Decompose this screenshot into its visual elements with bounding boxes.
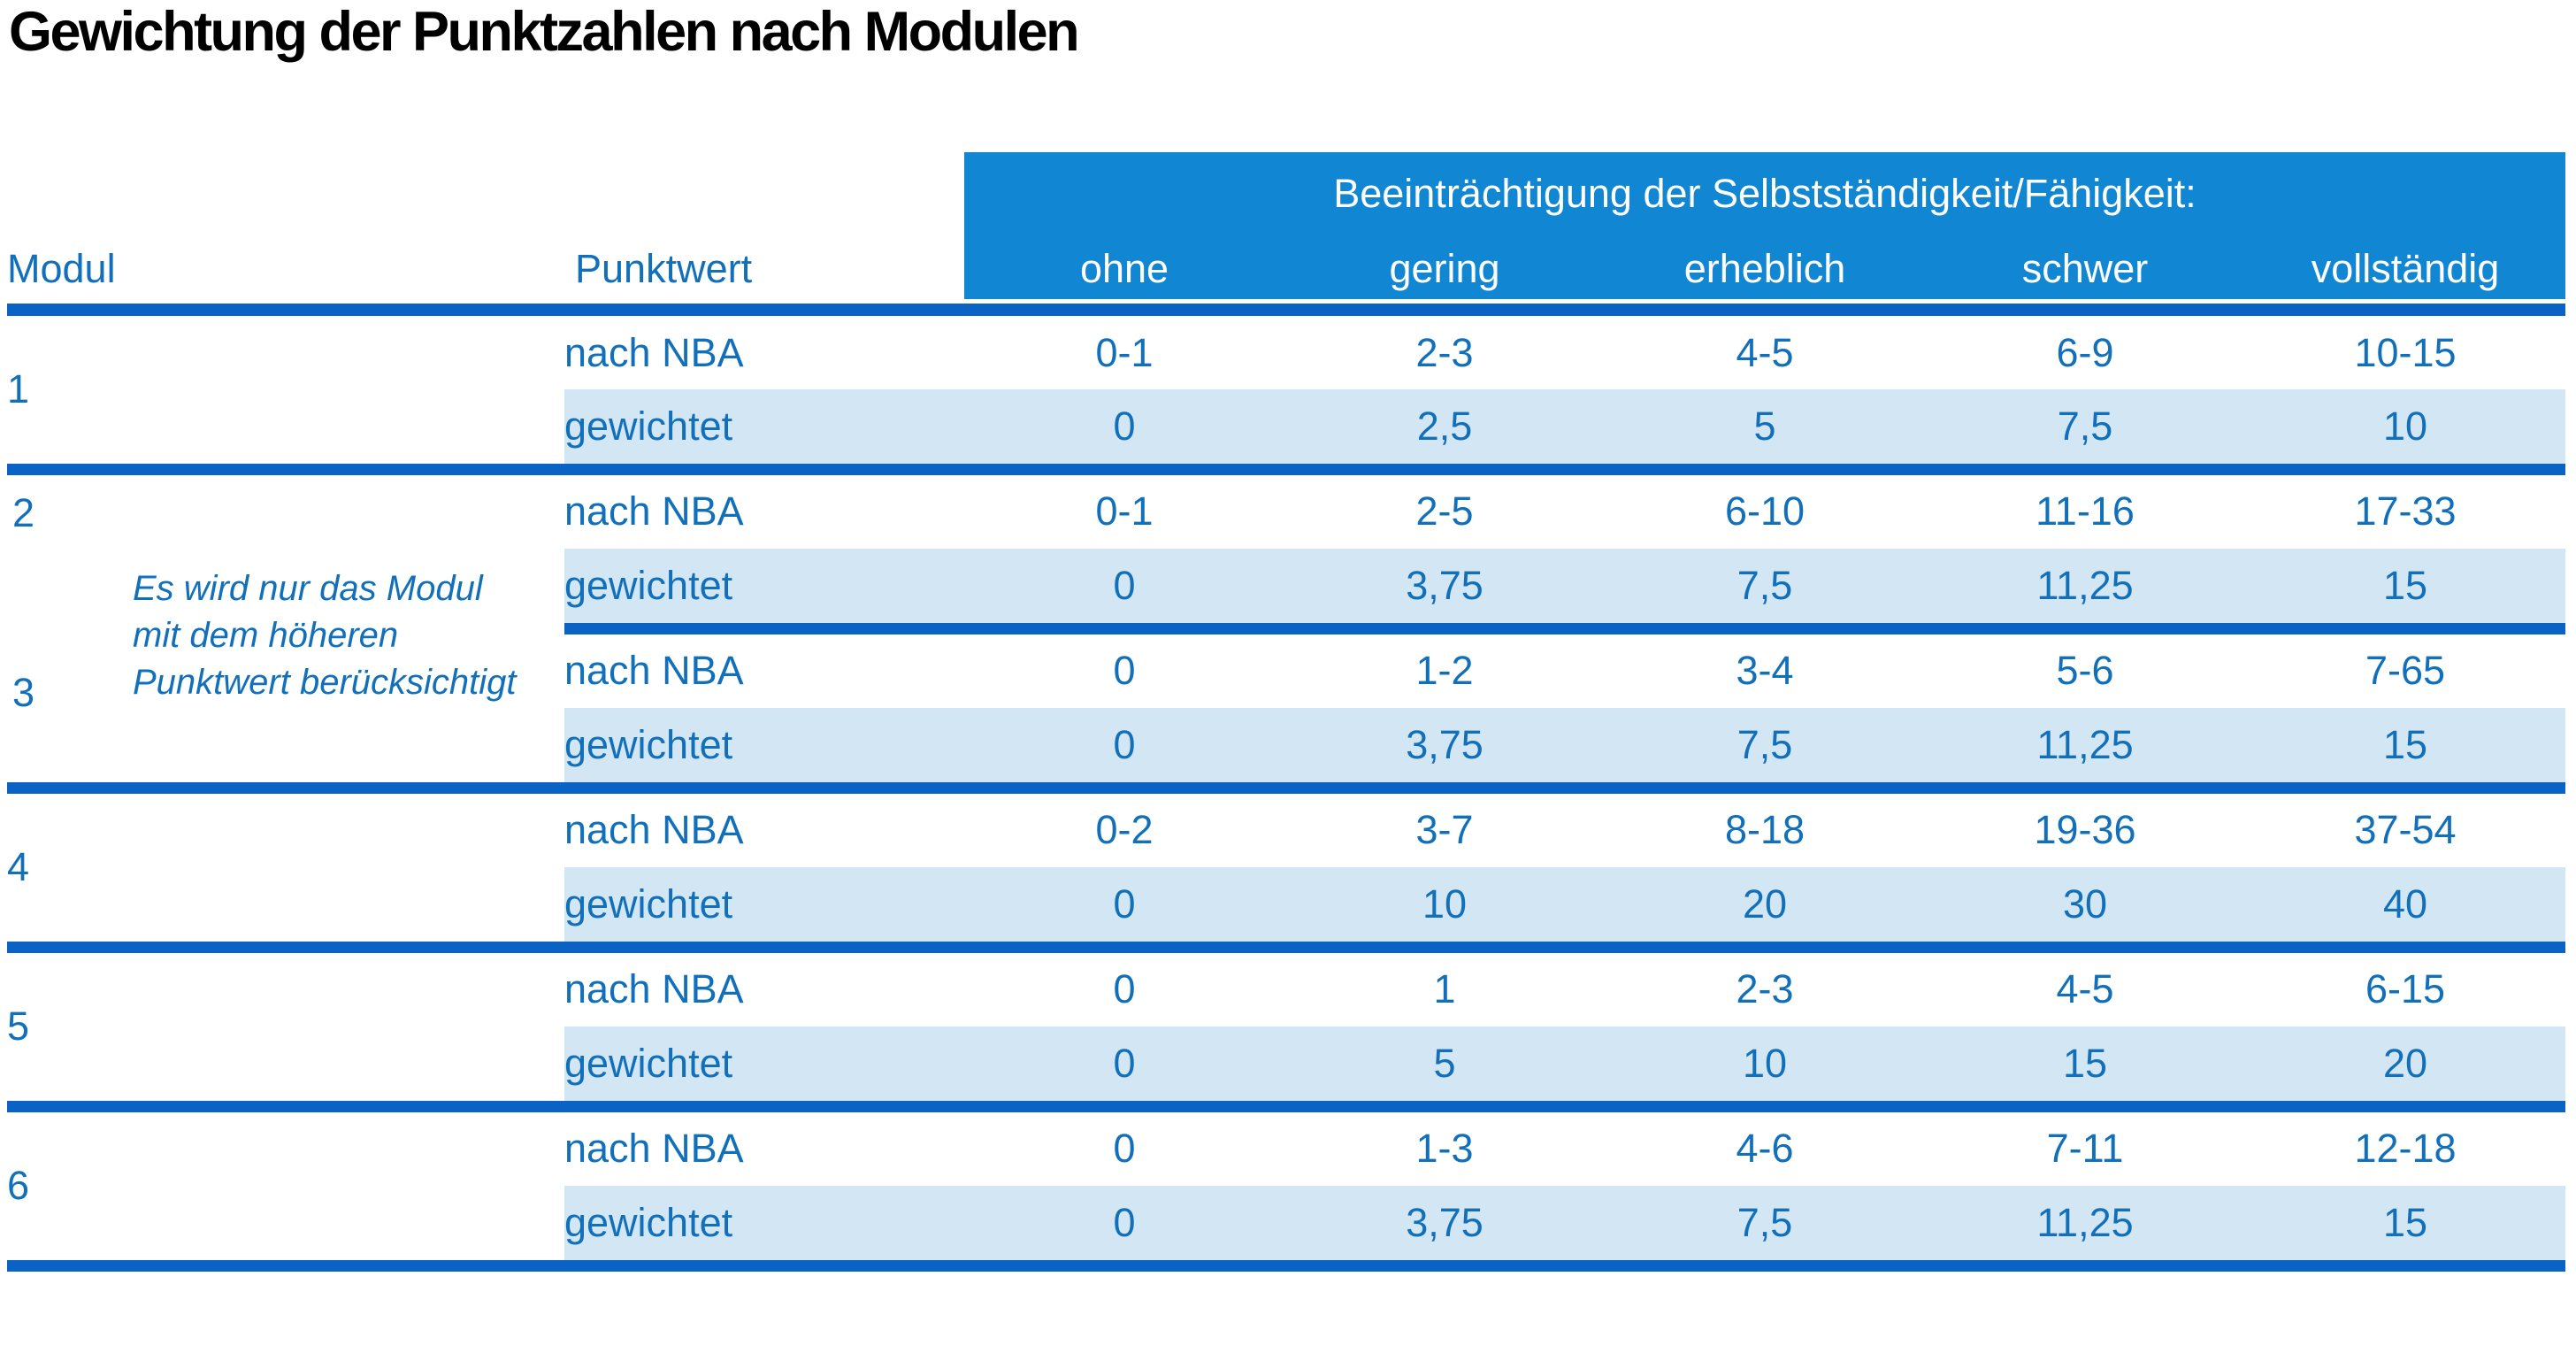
module-5-nba-row bbox=[7, 947, 2565, 1027]
value-cell: 10 bbox=[1284, 867, 1605, 947]
value-cell: 2-3 bbox=[1415, 329, 1474, 375]
value-cell: 3-4 bbox=[1736, 648, 1794, 694]
row-label-nach-nba: nach NBA bbox=[564, 1126, 744, 1172]
note-line: Es wird nur das Modul bbox=[133, 568, 483, 608]
value-cell: 4-6 bbox=[1736, 1126, 1794, 1172]
value-cell: 4-5 bbox=[2056, 966, 2114, 1012]
module-2-3-cell bbox=[7, 469, 564, 788]
value-cell: 0 bbox=[1113, 966, 1136, 1012]
value-cell: 7-65 bbox=[2365, 648, 2446, 694]
level-header-vollstaendig: vollständig bbox=[2245, 235, 2565, 310]
module-1-nba-row bbox=[7, 310, 2565, 389]
value-cell: 0 bbox=[964, 549, 1284, 628]
value-cell: 20 bbox=[2245, 1027, 2565, 1106]
weighting-table bbox=[7, 152, 2565, 1272]
module-2-nba-row bbox=[7, 469, 2565, 549]
row-label-nach-nba: nach NBA bbox=[564, 807, 744, 853]
value-cell: 0-1 bbox=[1095, 329, 1154, 375]
value-cell: 7,5 bbox=[1605, 708, 1925, 788]
value-cell: 3,75 bbox=[1284, 708, 1605, 788]
value-cell: 11,25 bbox=[1925, 549, 2245, 628]
value-cell: 7,5 bbox=[1605, 549, 1925, 628]
value-cell: 15 bbox=[2245, 549, 2565, 628]
value-cell: 1 bbox=[1433, 966, 1456, 1012]
row-label-nach-nba: nach NBA bbox=[564, 329, 744, 375]
header-impairment-row bbox=[7, 152, 2565, 235]
level-header-schwer: schwer bbox=[1925, 235, 2245, 310]
module-2-3-note bbox=[133, 565, 564, 706]
module-number: 5 bbox=[7, 947, 564, 1106]
value-cell: 15 bbox=[1925, 1027, 2245, 1106]
value-cell: 7-11 bbox=[2046, 1126, 2124, 1172]
value-cell: 2,5 bbox=[1284, 389, 1605, 469]
value-cell: 10 bbox=[1605, 1027, 1925, 1106]
module-number: 6 bbox=[7, 1106, 564, 1265]
module-number: 2 bbox=[12, 489, 35, 535]
value-cell: 37-54 bbox=[2354, 807, 2457, 853]
value-cell: 0 bbox=[1113, 1126, 1136, 1172]
note-line: Punktwert berücksichtigt bbox=[133, 662, 517, 702]
value-cell: 1-2 bbox=[1415, 648, 1474, 694]
value-cell: 0 bbox=[964, 1027, 1284, 1106]
row-label-gewichtet: gewichtet bbox=[564, 708, 964, 788]
value-cell: 0 bbox=[1113, 648, 1136, 694]
row-label-gewichtet: gewichtet bbox=[564, 1027, 964, 1106]
value-cell: 19-36 bbox=[2034, 807, 2136, 853]
value-cell: 4-5 bbox=[1736, 329, 1794, 375]
col-header-punktwert: Punktwert bbox=[564, 235, 964, 310]
value-cell: 8-18 bbox=[1724, 807, 1806, 853]
value-cell: 5 bbox=[1605, 389, 1925, 469]
value-cell: 11-16 bbox=[2036, 488, 2135, 534]
row-label-gewichtet: gewichtet bbox=[564, 867, 964, 947]
value-cell: 5 bbox=[1284, 1027, 1605, 1106]
value-cell: 0-2 bbox=[1095, 807, 1154, 853]
value-cell: 3,75 bbox=[1284, 549, 1605, 628]
value-cell: 12-18 bbox=[2354, 1126, 2457, 1172]
value-cell: 15 bbox=[2245, 708, 2565, 788]
value-cell: 11,25 bbox=[1925, 1186, 2245, 1265]
page-title: Gewichtung der Punktzahlen nach Modulen bbox=[9, 1, 1078, 63]
module-number: 4 bbox=[7, 788, 564, 947]
module-number: 1 bbox=[7, 310, 564, 469]
value-cell: 20 bbox=[1605, 867, 1925, 947]
header-spacer bbox=[7, 152, 964, 235]
col-header-modul: Modul bbox=[7, 235, 564, 310]
value-cell: 2-5 bbox=[1415, 488, 1474, 534]
value-cell: 0 bbox=[964, 389, 1284, 469]
impairment-header: Beeinträchtigung der Selbstständigkeit/Fähigkeit: bbox=[964, 152, 2565, 235]
level-header-gering: gering bbox=[1284, 235, 1605, 310]
row-label-gewichtet: gewichtet bbox=[564, 549, 964, 628]
header-columns-row bbox=[7, 235, 2565, 310]
value-cell: 6-9 bbox=[2056, 329, 2114, 375]
value-cell: 10 bbox=[2245, 389, 2565, 469]
value-cell: 1-3 bbox=[1415, 1126, 1474, 1172]
module-number: 3 bbox=[12, 669, 35, 715]
value-cell: 2-3 bbox=[1736, 966, 1794, 1012]
value-cell: 7,5 bbox=[1925, 389, 2245, 469]
value-cell: 15 bbox=[2245, 1186, 2565, 1265]
value-cell: 7,5 bbox=[1605, 1186, 1925, 1265]
value-cell: 6-10 bbox=[1724, 488, 1806, 534]
value-cell: 3,75 bbox=[1284, 1186, 1605, 1265]
value-cell: 30 bbox=[1925, 867, 2245, 947]
value-cell: 3-7 bbox=[1415, 807, 1474, 853]
value-cell: 11,25 bbox=[1925, 708, 2245, 788]
value-cell: 6-15 bbox=[2365, 966, 2446, 1012]
value-cell: 10-15 bbox=[2354, 329, 2457, 375]
level-header-ohne: ohne bbox=[964, 235, 1284, 310]
value-cell: 5-6 bbox=[2056, 648, 2114, 694]
row-label-gewichtet: gewichtet bbox=[564, 389, 964, 469]
value-cell: 0 bbox=[964, 1186, 1284, 1265]
module-4-nba-row bbox=[7, 788, 2565, 867]
module-6-nba-row bbox=[7, 1106, 2565, 1186]
row-label-gewichtet: gewichtet bbox=[564, 1186, 964, 1265]
value-cell: 0 bbox=[964, 867, 1284, 947]
value-cell: 40 bbox=[2245, 867, 2565, 947]
note-line: mit dem höheren bbox=[133, 615, 399, 655]
row-label-nach-nba: nach NBA bbox=[564, 648, 744, 694]
row-label-nach-nba: nach NBA bbox=[564, 488, 744, 534]
level-header-erheblich: erheblich bbox=[1605, 235, 1925, 310]
value-cell: 0-1 bbox=[1095, 488, 1154, 534]
row-label-nach-nba: nach NBA bbox=[564, 966, 744, 1012]
value-cell: 17-33 bbox=[2354, 488, 2457, 534]
value-cell: 0 bbox=[964, 708, 1284, 788]
